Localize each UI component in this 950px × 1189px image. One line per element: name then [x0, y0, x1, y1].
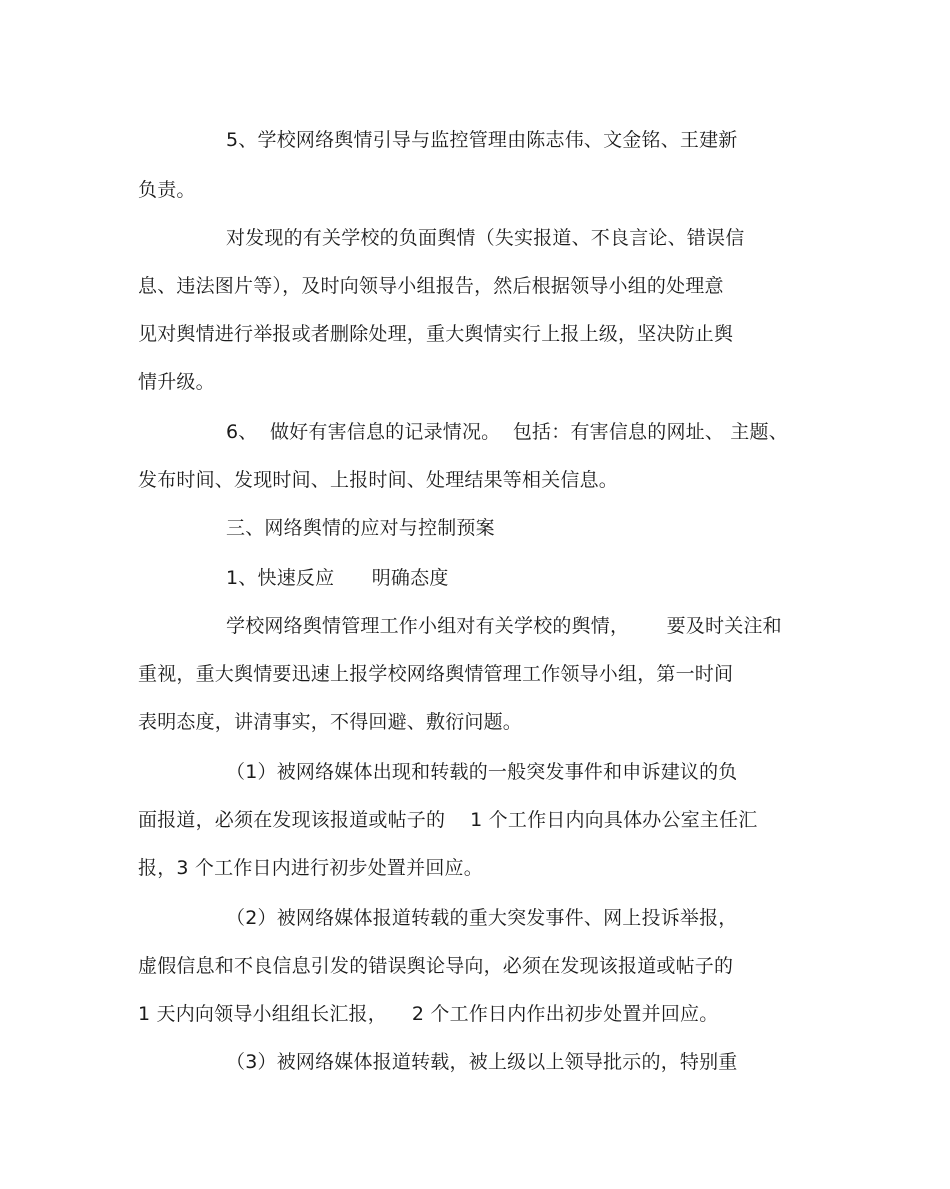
section-heading: 三、网络舆情的应对与控制预案: [226, 517, 495, 539]
paragraph-line: 虚假信息和不良信息引发的错误舆论导向，必须在发现该报道或帖子的: [138, 955, 734, 977]
list-item-line: （2）被网络媒体报道转载的重大突发事件、网上投诉举报，: [226, 907, 738, 929]
list-item-line: （3）被网络媒体报道转载，被上级以上领导批示的，特别重: [226, 1051, 738, 1073]
paragraph-line: 表明态度，讲清事实，不得回避、敷衍问题。: [138, 711, 523, 733]
paragraph-line: 学校网络舆情管理工作小组对有关学校的舆情， 要及时关注和: [226, 615, 782, 637]
paragraph-line: 重视，重大舆情要迅速上报学校网络舆情管理工作领导小组，第一时间: [138, 663, 734, 685]
paragraph-line: 情升级。: [138, 371, 215, 393]
subsection-heading: 1、快速反应 明确态度: [226, 567, 449, 589]
paragraph-line: 见对舆情进行举报或者删除处理，重大舆情实行上报上级，坚决防止舆: [138, 323, 734, 345]
paragraph-line: 1 天内向领导小组组长汇报， 2 个工作日内作出初步处置并回应。: [138, 1003, 719, 1025]
paragraph-line: 对发现的有关学校的负面舆情（失实报道、不良言论、错误信: [226, 227, 745, 249]
paragraph-line: 面报道，必须在发现该报道或帖子的 1 个工作日内向具体办公室主任汇: [138, 809, 758, 831]
paragraph-line: 息、违法图片等），及时向领导小组报告，然后根据领导小组的处理意: [138, 275, 724, 297]
paragraph-line: 6、 做好有害信息的记录情况。 包括：有害信息的网址、 主题、: [226, 421, 788, 443]
paragraph-line: 发布时间、发现时间、上报时间、处理结果等相关信息。: [138, 469, 619, 491]
list-item-line: （1）被网络媒体出现和转载的一般突发事件和申诉建议的负: [226, 761, 738, 783]
paragraph-line: 5、学校网络舆情引导与监控管理由陈志伟、文金铭、王建新: [226, 129, 738, 151]
paragraph-line: 负责。: [138, 179, 196, 201]
paragraph-line: 报，3 个工作日内进行初步处置并回应。: [138, 857, 483, 879]
